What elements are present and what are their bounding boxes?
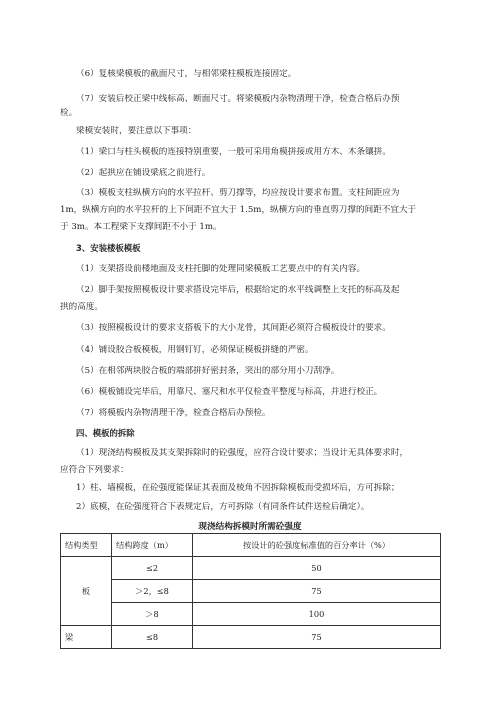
paragraph-line: 2）底模，在砼强度符合下表规定后，方可拆除（有同条件试件送检后确定）。 — [76, 502, 370, 512]
table-row — [61, 626, 441, 649]
structure-type-cell: 梁 — [61, 626, 112, 649]
paragraph-line: 拱的高度。 — [60, 302, 103, 312]
table-header-cell: 按设计的砼强度标准值的百分率计（%） — [193, 534, 441, 557]
paragraph-line: 于 3m。本工程梁下支撑间距不小于 1m。 — [60, 222, 222, 232]
percent-cell: 50 — [193, 557, 441, 580]
paragraph-line: （3）按照模板设计的要求支搭板下的大小龙骨，其间距必须符合模板设计的要求。 — [76, 323, 391, 333]
paragraph-line: （4）铺设胶合板模板，用钢钉钉，必须保证模板拼缝的严密。 — [76, 345, 314, 355]
strength-table — [60, 533, 441, 649]
paragraph-line: 梁模安装时，要注意以下事项： — [76, 126, 197, 136]
table-row — [61, 557, 441, 580]
paragraph-line: （1）梁口与柱头模板的连接特别重要，一般可采用角模拼接或用方木、木条镶拼。 — [76, 147, 391, 157]
table-caption: 现浇结构拆模时所需砼强度 — [198, 522, 302, 532]
paragraph-line: 应符合下列要求： — [60, 465, 129, 475]
percent-cell: 75 — [193, 580, 441, 603]
paragraph-line: （2）起拱应在铺设梁底之前进行。 — [76, 168, 211, 178]
span-cell: ≤2 — [112, 557, 193, 580]
percent-cell: 100 — [193, 603, 441, 626]
paragraph-line: 检。 — [60, 108, 78, 118]
span-cell: ＞8 — [112, 603, 193, 626]
paragraph-line: （1）支架搭设前楼地面及支柱托脚的处理同梁模板工艺要点中的有关内容。 — [76, 264, 366, 274]
section-heading: 3、安装楼板模板 — [76, 243, 141, 253]
table-header-cell: 结构类型 — [61, 534, 112, 557]
table-row — [61, 580, 441, 603]
paragraph-line: （7）将模板内杂物清理干净，检查合格后办预检。 — [76, 408, 271, 418]
structure-type-cell: 板 — [61, 557, 112, 626]
paragraph-line: （2）脚手架按照模板设计要求搭设完毕后，根据给定的水平线调整上支托的标高及起 — [76, 285, 400, 295]
table-header-cell: 结构跨度（m） — [112, 534, 193, 557]
table-row — [61, 603, 441, 626]
paragraph-line: （6）模板铺设完毕后，用靠尺、塞尺和水平仪检查平整度与标高，并进行校正。 — [76, 387, 383, 397]
span-cell: ＞2，≤8 — [112, 580, 193, 603]
percent-cell: 75 — [193, 626, 441, 649]
paragraph-line: （6）复核梁模板的截面尺寸，与相邻梁柱模板连接固定。 — [76, 69, 297, 79]
section-heading: 四、模板的拆除 — [76, 428, 135, 438]
paragraph-line: 1m，纵横方向的水平拉杆的上下间距不宜大于 1.5m，纵横方向的垂直剪刀撑的间距不宜大于 — [60, 205, 417, 215]
table-header-row — [61, 534, 441, 557]
paragraph-line: （3）模板支柱纵横方向的水平拉杆、剪刀撑等，均应按设计要求布置。支柱间距应为 — [76, 188, 400, 198]
paragraph-line: （5）在相邻两块胶合板的端部拼好密封条，突出的部分用小刀刮净。 — [76, 366, 340, 376]
paragraph-line: 1）柱、墙模板，在砼强度能保证其表面及棱角不因拆除模板而受损坏后，方可拆除； — [76, 483, 400, 493]
paragraph-line: （1）现浇结构模板及其支架拆除时的砼强度，应符合设计要求；当设计无具体要求时， — [76, 448, 409, 458]
paragraph-line: （7）安装后校正梁中线标高、断面尺寸。将梁模板内杂物清理干净，检查合格后办预 — [76, 94, 400, 104]
span-cell: ≤8 — [112, 626, 193, 649]
